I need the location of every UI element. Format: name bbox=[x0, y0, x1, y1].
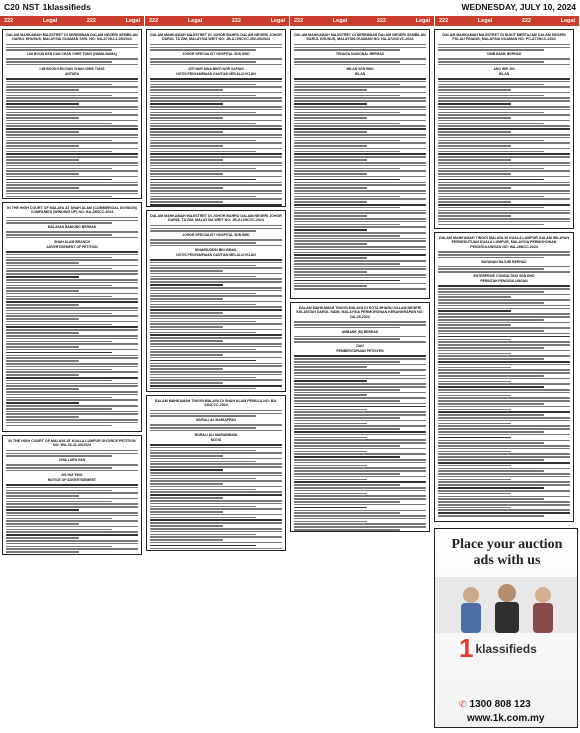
notice-title: DALAM MAHKAMAH MAJISTRET DI SEREMBAN DALAM NEGERI SEMBILAN DARUL KHUSUS, MALAYSIA GUAMAN NO: NA-A72NCVC-2024 bbox=[294, 33, 426, 42]
notice-body-lines bbox=[438, 251, 570, 258]
notice-title: DALAM MAHKAMAH TINGGI MALAYA DI KOTA BHARU DALAM NEGERI KELANTAN DARUL NAIM, MALAYSIA PERMOHONAN KEBANKRAPAN NO: DA-29-2024 bbox=[296, 306, 424, 319]
notice-section-heading: NOTIS bbox=[210, 438, 222, 443]
people-illustration bbox=[435, 577, 578, 633]
legal-notice bbox=[290, 29, 430, 299]
category-code: 222 bbox=[231, 18, 241, 24]
notice-party: LIM BOON KEN DAN CHAN CHEE TUNG (NAMA-NAMA) bbox=[27, 52, 117, 57]
notice-section-heading: NOTIS PENYAMPAIAN GANTIAN MELALUI IKLAN bbox=[176, 72, 256, 77]
notice-section-heading: PERINTAH PENGGULUNGAN bbox=[480, 279, 528, 284]
notice-title: DALAM MAHKAMAH MAJISTRET DI BUKIT MERTAJAM DALAM NEGERI PULAU PINANG, MALAYSIA GUAMAN NO: PC-A72NCC-2024 bbox=[442, 33, 566, 42]
notice-party: JOHOR SPECIALIST HOSPITAL SDN BHD bbox=[182, 52, 250, 57]
brand-word: klassifieds bbox=[475, 641, 537, 656]
notice-party: CIMB BANK BERHAD bbox=[486, 52, 522, 57]
notice-body-lines bbox=[294, 58, 426, 65]
notice-body-lines bbox=[6, 44, 138, 51]
legal-notice bbox=[290, 302, 430, 532]
category-code: 222 bbox=[521, 18, 531, 24]
notice-party: MILAN SDN BHD bbox=[346, 66, 374, 71]
legal-notice bbox=[2, 202, 142, 432]
notice-body-lines bbox=[6, 78, 138, 197]
masthead-left bbox=[4, 2, 91, 12]
notice-title: DALAM MAHKAMAH MAJISTRET DI JOHOR BAHRU DALAM NEGERI JOHOR DARUL TA'ZIM, MALAYSIA WRIT NO: JB-A72NCVC-2024 bbox=[150, 214, 282, 223]
category-label: Legal bbox=[125, 18, 140, 24]
notice-column-1 bbox=[2, 29, 142, 729]
notice-party: BAYANAN BAJURI BERHAD bbox=[481, 259, 527, 264]
notice-party: AMBANK (M) BERHAD bbox=[341, 329, 379, 334]
category-bar bbox=[0, 16, 580, 26]
notice-party: TENAGA NASIONAL BERHAD bbox=[335, 52, 385, 57]
notice-body-lines bbox=[438, 266, 570, 273]
auction-ad[interactable] bbox=[434, 528, 578, 728]
page-number: C20 bbox=[4, 2, 20, 12]
notice-section-heading: IKLAN bbox=[354, 72, 366, 77]
notice-title: DALAM MAHKAMAH TINGGI MALAYA DI SHAH ALAM PEMULA NO: BA-24NCVC-2024 bbox=[154, 399, 278, 408]
legal-notice bbox=[146, 29, 286, 207]
notice-body-lines bbox=[150, 44, 282, 51]
notice-column-3 bbox=[290, 29, 430, 729]
category-code: 222 bbox=[294, 18, 304, 24]
notice-party: MALAYAN BANKING BERHAD bbox=[47, 225, 97, 230]
notice-body-lines bbox=[150, 259, 282, 390]
category-label: Legal bbox=[332, 18, 348, 24]
notice-section-heading: NOTICE OF ADVERTISEMENT bbox=[47, 478, 97, 483]
category-segment bbox=[0, 16, 145, 26]
ad-website[interactable]: www.1k.com.my bbox=[467, 713, 545, 724]
category-segment bbox=[145, 16, 290, 26]
notice-body-lines bbox=[6, 58, 138, 65]
notice-party: MURALI AL MARIAPPAN bbox=[196, 418, 236, 423]
notice-title: DALAM MAHKAMAH TINGGI MALAYA DI KUALA LUMPUR DALAM WILAYAH PERSEKUTUAN KUALA LUMPUR, MALAYSIA PERMOHONAN PENGGULUNGAN NO: WA-28NCC-2024 bbox=[439, 236, 569, 249]
notice-section-heading: ADVERTISEMENT OF PETITION bbox=[46, 245, 98, 250]
ad-phone-row[interactable] bbox=[459, 699, 531, 710]
notice-body-lines bbox=[438, 58, 570, 65]
masthead bbox=[0, 0, 580, 14]
notice-body-lines bbox=[150, 444, 282, 550]
notice-body-lines bbox=[6, 464, 138, 471]
category-code: 222 bbox=[86, 18, 96, 24]
category-segment bbox=[290, 16, 435, 26]
notice-title: IN THE HIGH COURT OF MALAYA AT KUALA LUMPUR DIVORCE PETITION NO: WA-33-41-09/2024 bbox=[8, 439, 136, 448]
ad-phone: 1300 808 123 bbox=[469, 699, 531, 710]
notice-body-lines bbox=[438, 78, 570, 225]
ad-headline: Place your auction ads with us bbox=[451, 537, 563, 568]
notice-body-lines bbox=[6, 231, 138, 238]
brand-logo bbox=[459, 633, 537, 664]
notice-body-lines bbox=[150, 58, 282, 65]
notice-section-heading: IKLAN bbox=[498, 72, 510, 77]
notice-body-lines bbox=[294, 44, 426, 51]
legal-notice bbox=[146, 210, 286, 392]
notice-party: SITI NUR AINA BINTI NOR SAFIAN bbox=[188, 66, 244, 71]
category-label: Legal bbox=[560, 18, 575, 24]
notice-section-heading: ANTARA bbox=[64, 72, 80, 77]
notice-body-lines bbox=[150, 225, 282, 232]
notice-body-lines bbox=[294, 336, 426, 343]
notice-party: SHAH ALAM BRANCH bbox=[54, 239, 90, 244]
notice-body-lines bbox=[6, 450, 138, 457]
notice-body-lines bbox=[150, 78, 282, 206]
notice-title: IN THE HIGH COURT OF MALAYA AT SHAH ALAM (COMMERCIAL DIVISION) COMPANIES (WINDING UP) NO: BA-28NCC-2024 bbox=[7, 206, 137, 215]
notice-party: LIM BOON KEN DAN CHAN CHEE TUNG bbox=[39, 66, 105, 71]
category-label: Legal bbox=[187, 18, 203, 24]
notice-party: CHIA LUEN HAN bbox=[58, 458, 86, 463]
notice-title: DALAM MAHKAMAH MAJISTRET DI JOHOR BAHRU DALAM NEGERI JOHOR DARUL TA'ZIM, MALAYSIA WRIT NO: JB-A72NCVC-452-09/2024 bbox=[150, 33, 282, 42]
notice-title: DALAM MAHKAMAH MAJISTRET DI SEREMBAN DALAM NEGERI SEMBILAN DARUL KHUSUS, MALAYSIA GUAMAN SIVIL NO: NA-A72KJ-1-05/2024 bbox=[6, 33, 138, 42]
notice-party: NG HUI YING bbox=[61, 472, 83, 477]
notice-body-lines bbox=[6, 484, 138, 555]
category-label: Legal bbox=[270, 18, 285, 24]
brand-number: 1 bbox=[459, 633, 474, 663]
category-label: Legal bbox=[42, 18, 58, 24]
notice-body-lines bbox=[294, 78, 426, 290]
notice-body-lines bbox=[150, 239, 282, 246]
notice-section-heading: NOTIS PENYAMPAIAN GANTIAN MELALUI IKLAN bbox=[176, 253, 256, 258]
section-name: 1klassifieds bbox=[42, 2, 91, 12]
legal-notice bbox=[2, 29, 142, 199]
notice-body-lines bbox=[150, 410, 282, 417]
notice-body-lines bbox=[294, 321, 426, 328]
category-segment bbox=[435, 16, 580, 26]
notice-body-lines bbox=[6, 251, 138, 426]
issue-date: WEDNESDAY, JULY 10, 2024 bbox=[461, 2, 576, 12]
category-label: Legal bbox=[477, 18, 493, 24]
category-code: 222 bbox=[149, 18, 159, 24]
notice-party: SHAMSUDDIN BIN ISMAIL bbox=[194, 247, 238, 252]
notice-body-lines bbox=[6, 217, 138, 224]
legal-notice bbox=[434, 232, 574, 522]
notice-party: DAN bbox=[356, 344, 364, 349]
notice-party: JOHOR SPECIALIST HOSPITAL SDN BHD bbox=[182, 233, 250, 238]
notice-body-lines bbox=[438, 285, 570, 517]
legal-notice bbox=[146, 395, 286, 551]
category-code: 222 bbox=[439, 18, 449, 24]
legal-notice bbox=[2, 435, 142, 555]
notice-party: ENTERPRISE CONSULTING SDN BHD bbox=[473, 274, 535, 279]
phone-icon: ✆ bbox=[459, 699, 467, 709]
paper-name: NST bbox=[22, 2, 40, 12]
legal-notice bbox=[434, 29, 574, 229]
notice-body-lines bbox=[150, 424, 282, 431]
category-code: 222 bbox=[4, 18, 14, 24]
category-code: 222 bbox=[376, 18, 386, 24]
notice-section-heading: PEMBERITAHUAN PETISYEN bbox=[336, 349, 384, 354]
notice-column-2 bbox=[146, 29, 286, 729]
notice-body-lines bbox=[294, 355, 426, 530]
notice-party: ANG WEI JIN bbox=[493, 66, 515, 71]
category-label: Legal bbox=[415, 18, 430, 24]
notice-body-lines bbox=[438, 44, 570, 51]
notice-party: MURALI ALI MARIANMANI bbox=[194, 432, 238, 437]
